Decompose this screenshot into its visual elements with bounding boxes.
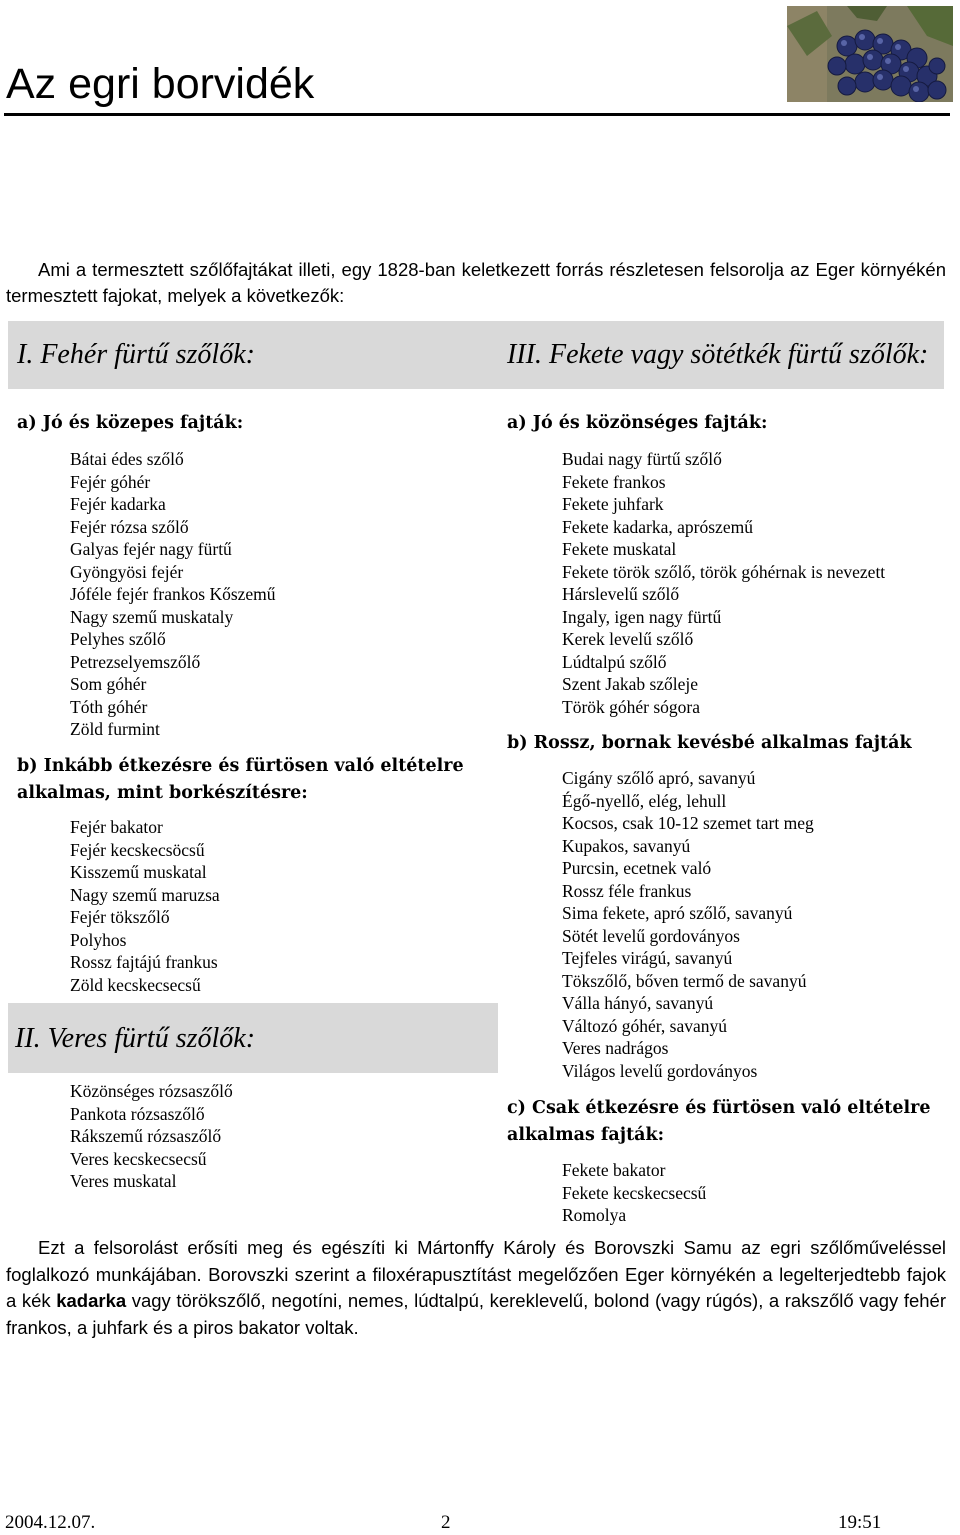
closing-text-end: vagy törökszőlő, negotíni, nemes, lúdtalpú, kereklevelű, bolond (vagy rúgós), a rakszőlő vagy fehér frankos, a juhfark és a piros bakator voltak.	[6, 1290, 947, 1339]
list-item: Tóth góhér	[70, 696, 148, 717]
list-item: Tökszőlő, bőven termő de savanyú	[562, 970, 807, 991]
list-item: Égő-nyellő, elég, lehull	[562, 790, 727, 811]
list-item: Török góhér sógora	[562, 696, 701, 717]
closing-text-bold: kadarka	[56, 1290, 127, 1312]
list-item: Romolya	[562, 1205, 627, 1225]
list-item: Sima fekete, apró szőlő, savanyú	[562, 903, 793, 923]
list-item: Budai nagy fürtű szőlő	[562, 449, 722, 469]
list-item: Fejér góhér	[70, 471, 151, 492]
list-item: Veres muskatal	[70, 1171, 177, 1191]
list-item: Polyhos	[70, 929, 127, 950]
grapes-image	[787, 6, 953, 102]
list-item: Fejér kadarka	[70, 494, 166, 514]
intro-paragraph: Ami a termesztett szőlőfajtákat illeti, egy 1828-ban keletkezett forrás részletesen felsorolja az Eger környékén termesztett fajokat, melyek a következők:	[6, 259, 946, 306]
closing-paragraph	[6, 1235, 946, 1342]
list-white-b	[70, 816, 220, 996]
list-item: Világos levelű gordoványos	[562, 1060, 758, 1081]
list-item: Zöld furmint	[70, 719, 160, 739]
list-item: Fejér tökszőlő	[70, 907, 170, 927]
list-item: Fekete bakator	[562, 1160, 666, 1180]
section-title-black: III. Fekete vagy sötétkék fürtű szőlők:	[507, 339, 929, 370]
list-item: Purcsin, ecetnek való	[562, 858, 712, 878]
list-item: Közönséges rózsaszőlő	[70, 1081, 233, 1101]
list-item: Fekete kecskecsecsű	[562, 1182, 707, 1203]
list-item: Rossz fajtájú frankus	[70, 952, 218, 972]
section-title-white: I. Fehér fürtű szőlők:	[17, 339, 255, 370]
closing-text-start: Ezt a felsorolást erősíti meg és egészíti ki Mártonffy Károly és Borovszki Samu az egri szőlőműveléssel foglalkozó munkájában. Borovszki szerint a filoxérapusztítást megelőzően Eger környékén a legelterjedtebb fajok a kék	[6, 1237, 946, 1312]
list-item: Gyöngyösi fejér	[70, 561, 184, 582]
title-rule	[4, 113, 950, 116]
list-item: Tejfeles virágú, savanyú	[562, 948, 733, 968]
footer-time: 19:51	[838, 1512, 882, 1533]
list-black-c	[562, 1159, 706, 1227]
list-item: Hárslevelű szőlő	[562, 584, 680, 604]
list-item: Pankota rózsaszőlő	[70, 1103, 205, 1124]
list-item: Lúdtalpú szőlő	[562, 651, 667, 672]
list-item: Kocsos, csak 10-12 szemet tart meg	[562, 813, 814, 833]
subheading-black-b: b) Rossz, bornak kevésbé alkalmas fajták	[507, 733, 912, 753]
footer-page-number: 2	[441, 1512, 451, 1533]
list-item: Bátai édes szőlő	[70, 449, 184, 469]
list-item: Fekete muskatal	[562, 539, 677, 559]
section-title-red: II. Veres fürtű szőlők:	[15, 1023, 256, 1054]
list-red	[70, 1080, 233, 1193]
list-black-b	[562, 767, 814, 1082]
footer-date: 2004.12.07.	[5, 1512, 96, 1533]
list-item: Rákszemű rózsaszőlő	[70, 1126, 222, 1146]
list-item: Veres kecskecsecsű	[70, 1148, 207, 1169]
list-item: Válla hányó, savanyú	[562, 993, 714, 1013]
list-item: Cigány szőlő apró, savanyú	[562, 768, 756, 788]
list-item: Fejér bakator	[70, 817, 163, 837]
list-item: Pelyhes szőlő	[70, 629, 166, 649]
subheading-black-a: a) Jó és közönséges fajták:	[507, 413, 768, 433]
list-item: Fekete juhfark	[562, 494, 664, 514]
list-item: Zöld kecskecsecsű	[70, 974, 201, 995]
list-item: Ingaly, igen nagy fürtű	[562, 606, 722, 627]
list-item: Fekete frankos	[562, 471, 666, 492]
list-item: Veres nadrágos	[562, 1038, 669, 1058]
list-item: Kupakos, savanyú	[562, 835, 691, 856]
list-item: Fejér kecskecsöcsű	[70, 839, 205, 860]
list-item: Jóféle fejér frankos Kőszemű	[70, 584, 276, 604]
list-item: Nagy szemű muskataly	[70, 606, 234, 627]
list-item: Rossz féle frankus	[562, 880, 692, 901]
list-item: Fekete török szőlő, török góhérnak is nevezett	[562, 561, 886, 582]
subheading-black-c: c) Csak étkezésre és fürtösen való eltételre alkalmas fajták:	[507, 1098, 931, 1145]
list-item: Som góhér	[70, 674, 147, 694]
list-item: Nagy szemű maruzsa	[70, 884, 220, 905]
list-item: Kerek levelű szőlő	[562, 629, 694, 649]
list-item: Fekete kadarka, aprószemű	[562, 516, 753, 537]
list-item: Fejér rózsa szőlő	[70, 516, 189, 537]
list-white-a	[70, 448, 276, 741]
list-item: Változó góhér, savanyú	[562, 1015, 728, 1036]
list-item: Sötét levelű gordoványos	[562, 925, 740, 946]
list-black-a	[562, 448, 885, 718]
subheading-white-a: a) Jó és közepes fajták:	[17, 413, 244, 433]
list-item: Kisszemű muskatal	[70, 862, 207, 882]
list-item: Szent Jakab szőleje	[562, 674, 699, 694]
list-item: Petrezselyemszőlő	[70, 651, 201, 672]
page-title: Az egri borvidék	[6, 60, 315, 108]
list-item: Galyas fejér nagy fürtű	[70, 539, 232, 559]
subheading-white-b: b) Inkább étkezésre és fürtösen való eltételre alkalmas, mint borkészítésre:	[17, 756, 464, 803]
